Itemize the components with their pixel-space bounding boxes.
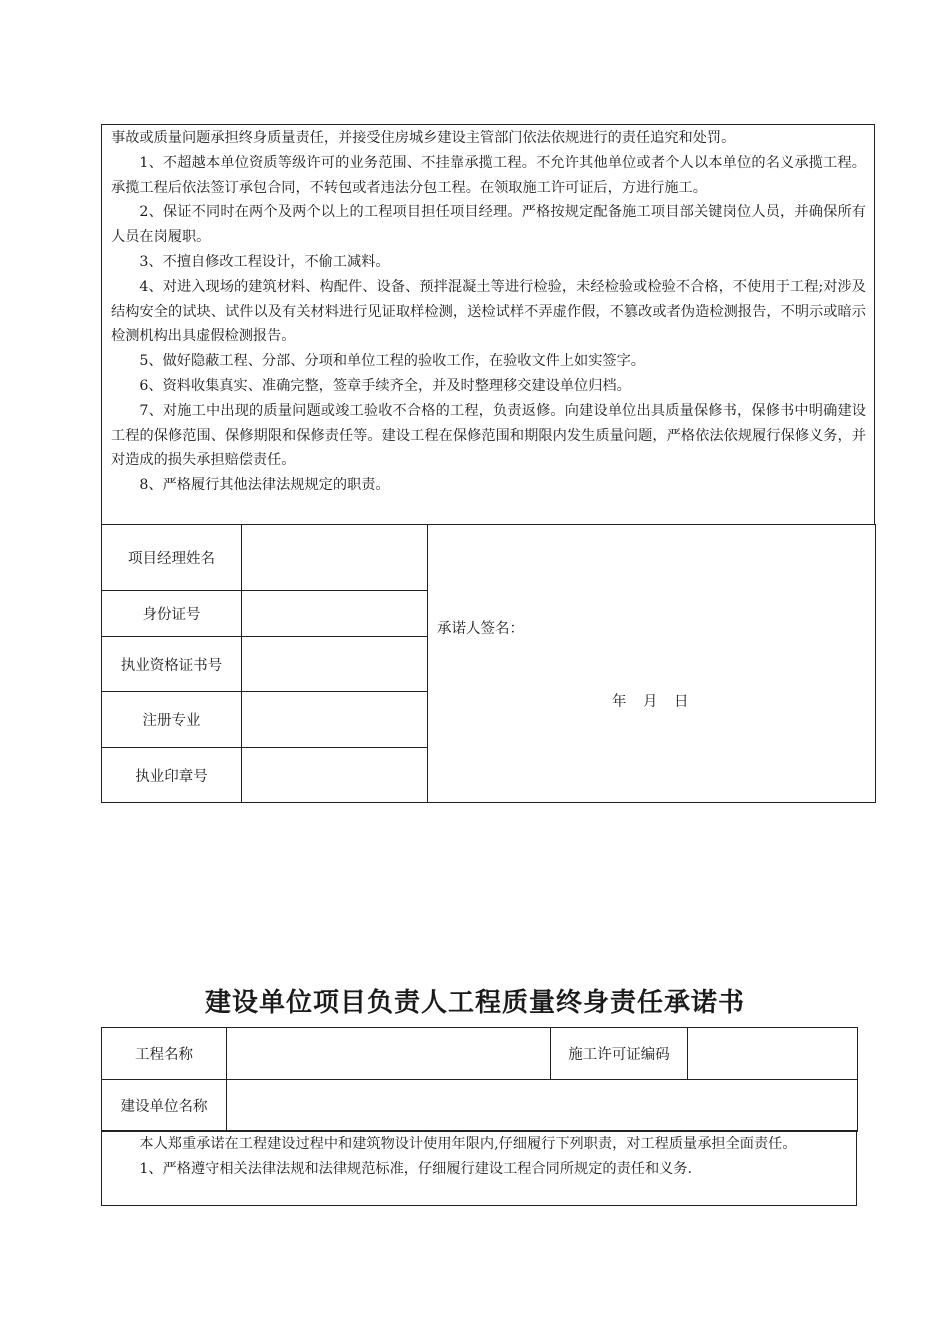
permit-number-label: 施工许可证编码 (551, 1028, 688, 1080)
qualification-cert-label: 执业资格证书号 (102, 637, 242, 692)
commitment-text-box (101, 124, 875, 525)
project-name-label: 工程名称 (102, 1028, 227, 1080)
commitment-item-6: 6、资料收集真实、准确完整，签章手续齐全，并及时整理移交建设单位归档。 (139, 377, 631, 394)
commitment-item-2: 2、保证不同时在两个及两个以上的工程项目担任项目经理。严格按规定配备施工项目部关键岗位人员，并确保所有人员在岗履职。 (111, 204, 866, 246)
registered-major-field[interactable] (242, 692, 428, 748)
seal-number-label: 执业印章号 (102, 748, 242, 803)
page-title: 建设单位项目负责人工程质量终身责任承诺书 (204, 988, 745, 1018)
commitment-item-5: 5、做好隐蔽工程、分部、分项和单位工程的验收工作，在验收文件上如实签字。 (139, 353, 645, 370)
commitment-item-8: 8、严格履行其他法律法规规定的职责。 (139, 477, 390, 494)
date-label: 年 月 日 (612, 694, 690, 710)
commitment-lead-text: 事故或质量问题承担终身质量责任，并接受住房城乡建设主管部门依法依规进行的责任追究和处罚。 (111, 130, 736, 146)
owner-commitment-intro: 本人郑重承诺在工程建设过程中和建筑物设计使用年限内,仔细履行下列职责，对工程质量承担全面责任。 (139, 1136, 797, 1152)
owner-commitment-box (101, 1130, 857, 1206)
registered-major-label: 注册专业 (102, 692, 242, 748)
owner-commitment-item-1: 1、严格遵守相关法律法规和法律规范标准，仔细履行建设工程合同所规定的责任和义务. (139, 1160, 693, 1177)
id-number-label: 身份证号 (102, 591, 242, 637)
manager-name-field[interactable] (242, 525, 428, 591)
commitment-item-7: 7、对施工中出现的质量问题或竣工验收不合格的工程，负责返修。向建设单位出具质量保修书，保修书中明确建设工程的保修范围、保修期限和保修责任等。建设工程在保修范围和期限内发生质量问题，严格依法依规履行保修义务，并对造成的损失承担赔偿责任。 (111, 402, 866, 469)
permit-number-field[interactable] (688, 1028, 858, 1080)
project-name-field[interactable] (227, 1028, 551, 1080)
manager-info-table (101, 524, 876, 803)
project-info-table (101, 1027, 858, 1132)
seal-number-field[interactable] (242, 748, 428, 803)
id-number-field[interactable] (242, 591, 428, 637)
manager-name-label: 项目经理姓名 (102, 525, 242, 591)
commitment-item-3: 3、不擅自修改工程设计，不偷工减料。 (139, 253, 390, 270)
construction-unit-field[interactable] (227, 1080, 858, 1132)
qualification-cert-field[interactable] (242, 637, 428, 692)
commitment-item-1: 1、不超越本单位资质等级许可的业务范围、不挂靠承揽工程。不允许其他单位或者个人以本单位的名义承揽工程。承揽工程后依法签订承包合同，不转包或者违法分包工程。在领取施工许可证后，方进行施工。 (111, 154, 866, 196)
signature-cell[interactable] (428, 525, 876, 803)
signature-label: 承诺人签名： (437, 621, 524, 637)
commitment-item-4: 4、对进入现场的建筑材料、构配件、设备、预拌混凝土等进行检验，未经检验或检验不合格，不使用于工程;对涉及结构安全的试块、试件以及有关材料进行见证取样检测，送检试样不弄虚作假，不篡改或者伪造检测报告，不明示或暗示检测机构出具虚假检测报告。 (111, 278, 866, 345)
construction-unit-label: 建设单位名称 (102, 1080, 227, 1132)
